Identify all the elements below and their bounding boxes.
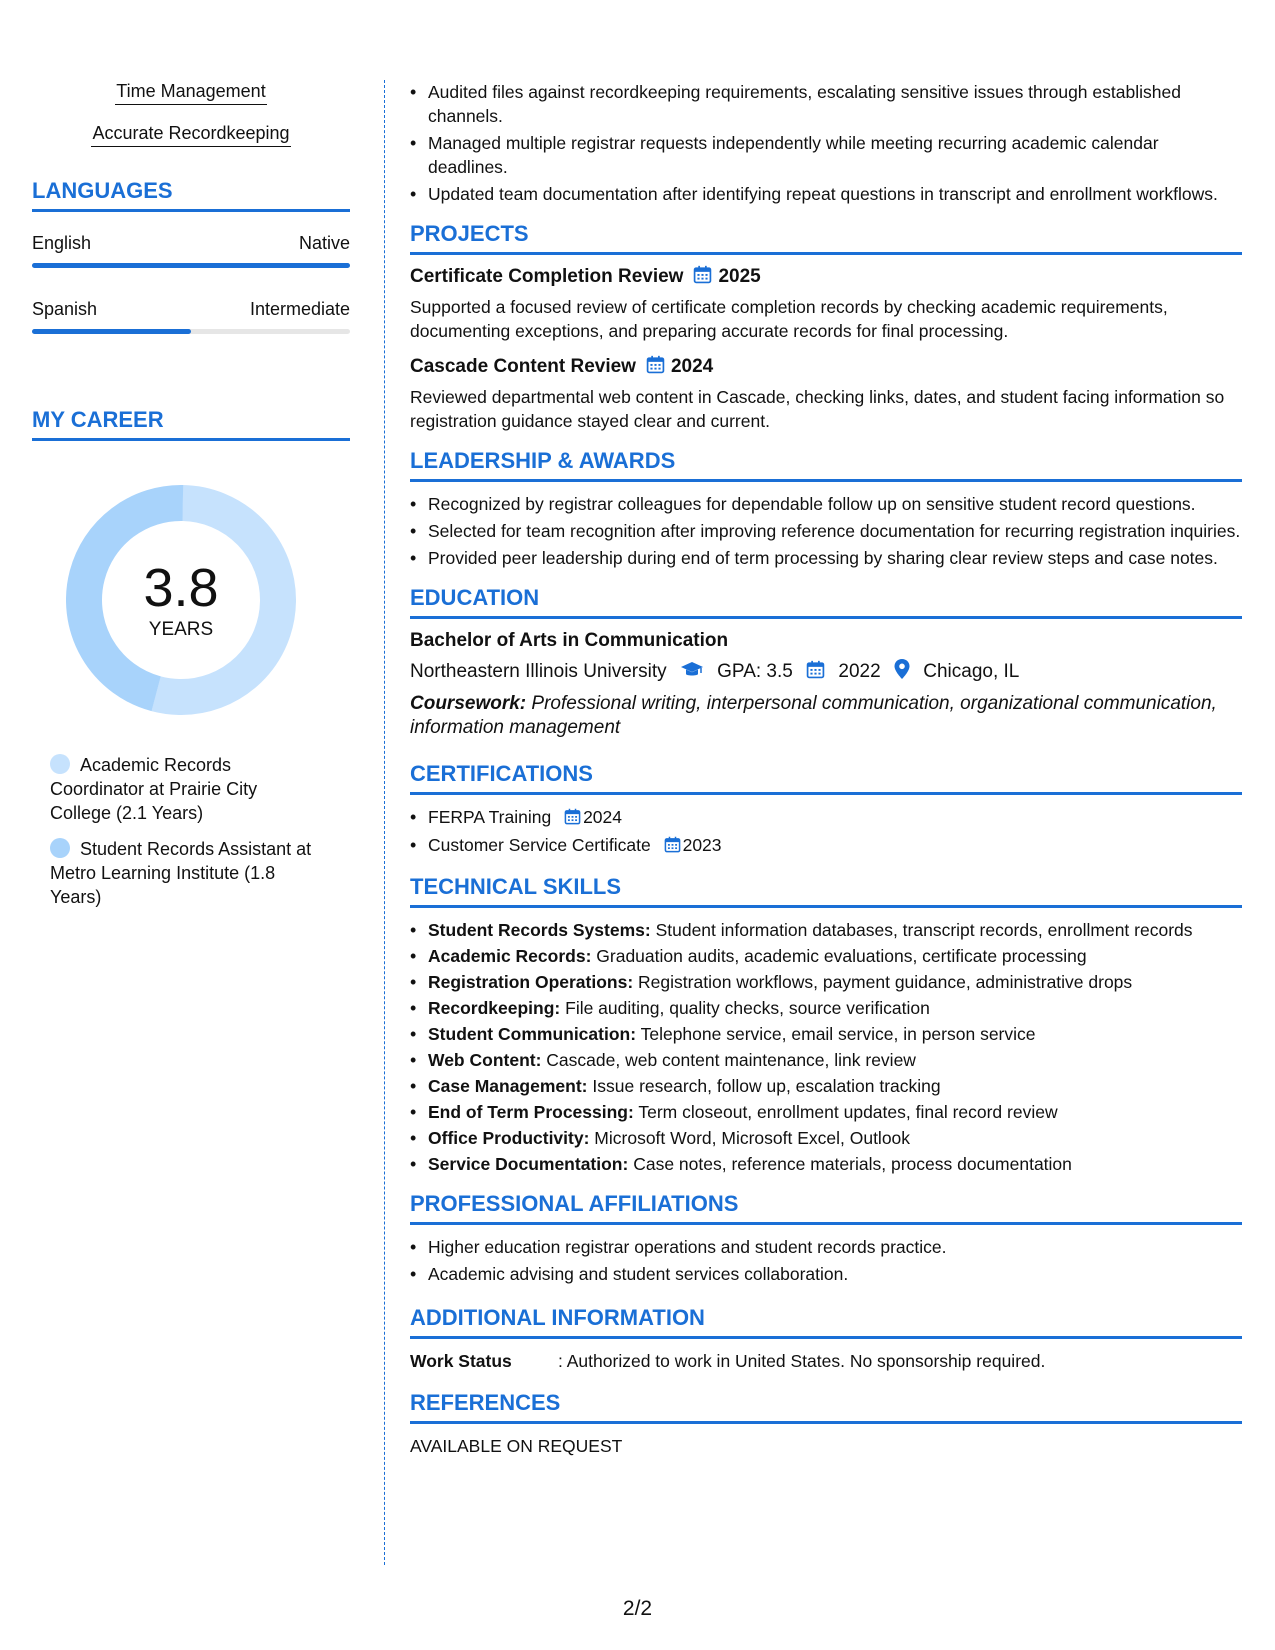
technical-skill-values: File auditing, quality checks, source verification [565, 998, 930, 1018]
career-legend-item [50, 753, 350, 825]
project-description: Reviewed departmental web content in Cascade, checking links, dates, and student facing information so registration guidance stayed clear and current. [410, 387, 1225, 431]
technical-skill-category: Student Records Systems: [428, 920, 651, 940]
school-name: Northeastern Illinois University [410, 661, 667, 682]
certification-name: FERPA Training [428, 807, 552, 827]
project-title: Cascade Content Review [410, 356, 636, 377]
technical-skill-category: Web Content: [428, 1050, 542, 1070]
project-year: 2025 [718, 266, 761, 287]
technical-skill-values: Graduation audits, academic evaluations, certificate processing [596, 946, 1087, 966]
page-number: 2/2 [622, 1597, 653, 1620]
calendar-icon [646, 355, 665, 381]
education-item [410, 629, 1242, 740]
project-item [410, 355, 1242, 433]
bullet-item: • Updated team documentation after identifying repeat questions in transcript and enrollment workflows. [410, 182, 1242, 206]
project-description: Supported a focused review of certificate completion records by checking academic requirements, documenting exceptions, and preparing accurate records for final processing. [410, 297, 1168, 341]
technical-skill-values: Student information databases, transcript records, enrollment records [655, 920, 1193, 940]
calendar-icon [664, 835, 681, 859]
coursework-label: Coursework: [410, 693, 527, 714]
work-status-value: : Authorized to work in United States. No sponsorship required. [558, 1351, 1046, 1371]
calendar-icon [806, 660, 825, 686]
bullet-item: • Provided peer leadership during end of term processing by sharing clear review steps and case notes. [410, 546, 1242, 570]
career-legend-label: Academic Records Coordinator at Prairie City College (2.1 Years) [50, 755, 258, 823]
references-heading: REFERENCES [410, 1389, 1242, 1424]
coursework-text: Professional writing, interpersonal communication, organizational communication, information management [410, 693, 1217, 738]
career-donut-chart [66, 485, 296, 715]
affiliations-list [410, 1235, 1242, 1286]
education-heading: EDUCATION [410, 584, 1242, 619]
technical-skill-item [410, 918, 1242, 942]
additional-info-heading: ADDITIONAL INFORMATION [410, 1304, 1242, 1339]
bullet-item: • Recognized by registrar colleagues for dependable follow up on sensitive student record questions. [410, 492, 1242, 516]
language-item [32, 298, 350, 334]
certification-item [410, 833, 1242, 859]
career-legend-item [50, 837, 350, 909]
bullet-item: • Selected for team recognition after improving reference documentation for recurring registration inquiries. [410, 519, 1242, 543]
skill-label: Accurate Recordkeeping [91, 122, 290, 147]
work-status-row [410, 1349, 1242, 1373]
leadership-heading: LEADERSHIP & AWARDS [410, 447, 1242, 482]
bullet-item: • Higher education registrar operations and student records practice. [410, 1235, 1242, 1259]
language-proficiency-bar [32, 263, 350, 268]
certification-year: 2024 [583, 807, 623, 827]
language-proficiency-fill [32, 329, 191, 334]
technical-skill-category: Service Documentation: [428, 1154, 629, 1174]
technical-skill-item [410, 1152, 1242, 1176]
legend-dot [50, 754, 70, 774]
work-status-label: Work Status [410, 1351, 512, 1371]
career-legend [32, 753, 350, 909]
technical-skill-item [410, 944, 1242, 968]
technical-skill-item [410, 996, 1242, 1020]
career-total-unit: YEARS [148, 619, 214, 640]
gpa: GPA: 3.5 [717, 661, 793, 682]
graduation-year: 2022 [838, 661, 881, 682]
legend-dot [50, 838, 70, 858]
technical-skill-item [410, 970, 1242, 994]
technical-skill-values: Telephone service, email service, in person service [640, 1024, 1036, 1044]
career-heading: MY CAREER [32, 406, 350, 441]
project-year: 2024 [670, 356, 714, 377]
certification-item [410, 805, 1242, 831]
bullet-item: • Audited files against recordkeeping requirements, escalating sensitive issues through established channels. [410, 80, 1242, 128]
technical-skill-category: Recordkeeping: [428, 998, 561, 1018]
skill-tag [32, 80, 350, 105]
projects-heading: PROJECTS [410, 220, 1242, 255]
language-level: Native [298, 233, 350, 253]
technical-skill-values: Case notes, reference materials, process documentation [633, 1154, 1072, 1174]
language-level: Intermediate [249, 299, 350, 319]
career-legend-label: Student Records Assistant at Metro Learning Institute (1.8 Years) [50, 839, 312, 907]
certifications-heading: CERTIFICATIONS [410, 760, 1242, 795]
technical-skill-category: Student Communication: [428, 1024, 637, 1044]
experience-bullets [410, 80, 1242, 206]
left-column [32, 80, 350, 921]
language-item [32, 232, 350, 268]
language-proficiency-fill [32, 263, 350, 268]
technical-skill-category: Registration Operations: [428, 972, 634, 992]
language-name: Spanish [32, 299, 98, 319]
languages-heading: LANGUAGES [32, 177, 350, 212]
technical-skill-values: Issue research, follow up, escalation tracking [592, 1076, 941, 1096]
certification-year: 2023 [682, 835, 722, 855]
project-title: Certificate Completion Review [410, 266, 684, 287]
graduation-cap-icon [680, 661, 704, 686]
technical-skill-item [410, 1074, 1242, 1098]
technical-skill-category: End of Term Processing: [428, 1102, 634, 1122]
language-proficiency-bar [32, 329, 350, 334]
right-column [410, 80, 1242, 1458]
bullet-item: • Managed multiple registrar requests independently while meeting recurring academic calendar deadlines. [410, 131, 1242, 179]
column-divider [384, 80, 385, 1565]
calendar-icon [564, 807, 581, 831]
technical-skill-category: Academic Records: [428, 946, 592, 966]
technical-skill-item [410, 1022, 1242, 1046]
language-name: English [32, 233, 92, 253]
affiliations-heading: PROFESSIONAL AFFILIATIONS [410, 1190, 1242, 1225]
technical-skill-item [410, 1048, 1242, 1072]
location-pin-icon [894, 659, 910, 686]
technical-skill-category: Office Productivity: [428, 1128, 590, 1148]
skill-label: Time Management [115, 80, 266, 105]
technical-skill-values: Microsoft Word, Microsoft Excel, Outlook [594, 1128, 911, 1148]
skill-tag [32, 122, 350, 147]
technical-skill-category: Case Management: [428, 1076, 588, 1096]
technical-skills-list [410, 918, 1242, 1176]
technical-skill-values: Registration workflows, payment guidance, administrative drops [638, 972, 1133, 992]
bullet-item: • Academic advising and student services collaboration. [410, 1262, 1242, 1286]
references-text: AVAILABLE ON REQUEST [410, 1436, 623, 1456]
career-total-years: 3.8 [143, 558, 219, 618]
technical-skill-item [410, 1126, 1242, 1150]
technical-skill-item [410, 1100, 1242, 1124]
certification-name: Customer Service Certificate [428, 835, 651, 855]
technical-skill-values: Cascade, web content maintenance, link review [546, 1050, 916, 1070]
leadership-bullets [410, 492, 1242, 570]
technical-skills-heading: TECHNICAL SKILLS [410, 873, 1242, 908]
certifications-list [410, 805, 1242, 859]
technical-skill-values: Term closeout, enrollment updates, final record review [638, 1102, 1058, 1122]
project-item [410, 265, 1242, 343]
degree-title: Bachelor of Arts in Communication [410, 630, 729, 651]
school-location: Chicago, IL [923, 661, 1020, 682]
calendar-icon [693, 265, 712, 291]
